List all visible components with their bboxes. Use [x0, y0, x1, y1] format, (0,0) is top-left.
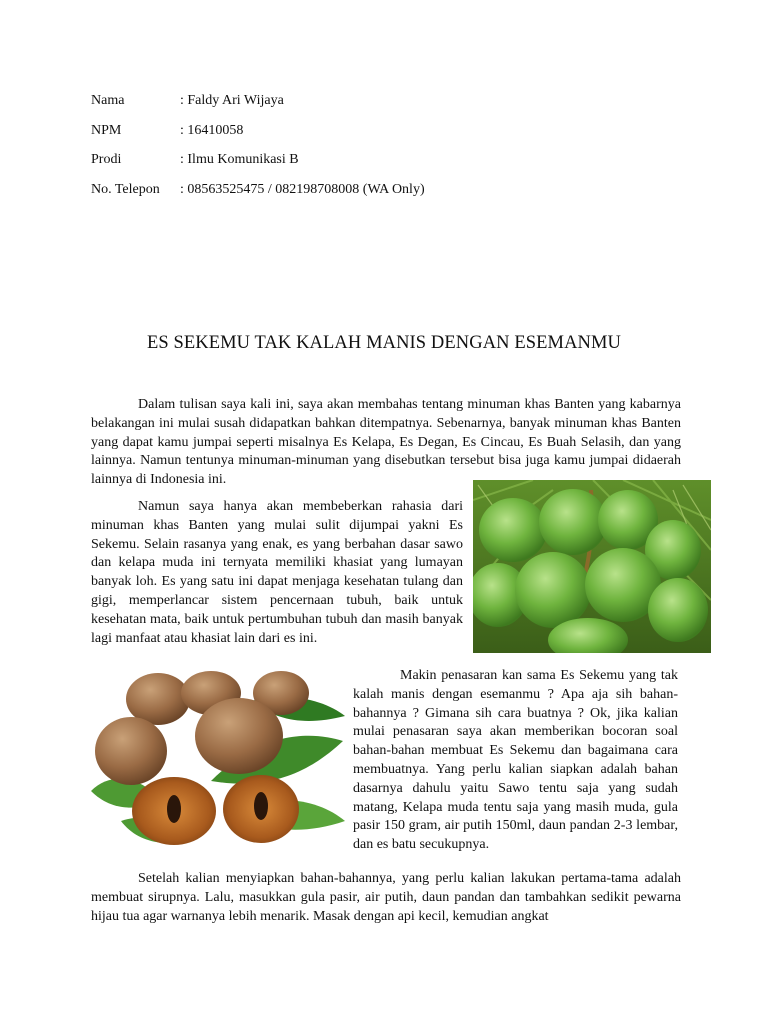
info-label: No. Telepon [91, 182, 160, 198]
paragraph-ingredients: Makin penasaran kan sama Es Sekemu yang tak kalah manis dengan esemanmu ? Apa aja sih bahan-bahannya ? Gimana sih cara buatnya ? Ok, jika kalian mulai penasaran saya akan memberikan bocoran soal bahan-bahan membuat Es Sekemu dan bagaimana cara membuatnya. Yang perlu kalian siapkan adalah bahan dasarnya dahulu yaitu Sawo tentu saja yang sudah matang, Kelapa muda tentu saja yang masih muda, gula pasir 150 gram, air putih 150ml, daun pandan 2-3 lembar, dan es batu secukupnya. [353, 668, 678, 853]
paragraph-ingredients-block [91, 667, 678, 855]
sapodilla-image [91, 671, 345, 849]
paragraph-intro: Dalam tulisan saya kali ini, saya akan membahas tentang minuman khas Banten yang kabarnya belakangan ini mulai susah didapatkan bahkan ditempatnya. Sebenarnya, banyak minuman khas Banten yang dapat kamu jumpai seperti misalnya Es Kelapa, Es Degan, Es Cincau, Es Buah Selasih, dan yang lainnya. Namun tentunya minuman-minuman yang disebutkan tersebut bisa juga kamu jumpai didaerah lainnya di Indonesia ini. [91, 397, 681, 488]
info-value: : Faldy Ari Wijaya [180, 93, 284, 108]
paragraph-secret: Namun saya hanya akan membeberkan rahasia dari minuman khas Banten yang mulai sulit dijumpai yakni Es Sekemu. Selain rasanya yang enak, es yang berbahan dasar sawo dan kelapa muda ini ternyata memiliki khasiat yang lumayan banyak loh. Es yang satu ini dapat menjaga kesehatan tulang dan gigi, memperlancar sistem pencernaan tubuh, baik untuk kesehatan mata, baik untuk pertumbuhan tubuh dan masih banyak lagi manfaat atau khasiat lain dari es ini. [91, 499, 463, 646]
info-label: Nama [91, 93, 125, 108]
info-value: : Ilmu Komunikasi B [180, 152, 299, 168]
info-label: Prodi [91, 152, 122, 168]
page-title: ES SEKEMU TAK KALAH MANIS DENGAN ESEMANMU [146, 333, 622, 353]
info-value: : 16410058 [180, 122, 244, 138]
info-label: NPM [91, 122, 122, 138]
coconut-image [473, 480, 711, 653]
paragraph-steps: Setelah kalian menyiapkan bahan-bahannya, yang perlu kalian lakukan pertama-tama adalah membuat sirupnya. Lalu, masukkan gula pasir, air putih, daun pandan dan tambahkan sedikit pewarna hijau tua agar warnanya lebih menarik. Masak dengan api kecil, kemudian angkat [91, 871, 681, 924]
info-value: : 08563525475 / 082198708008 (WA Only) [180, 182, 425, 198]
